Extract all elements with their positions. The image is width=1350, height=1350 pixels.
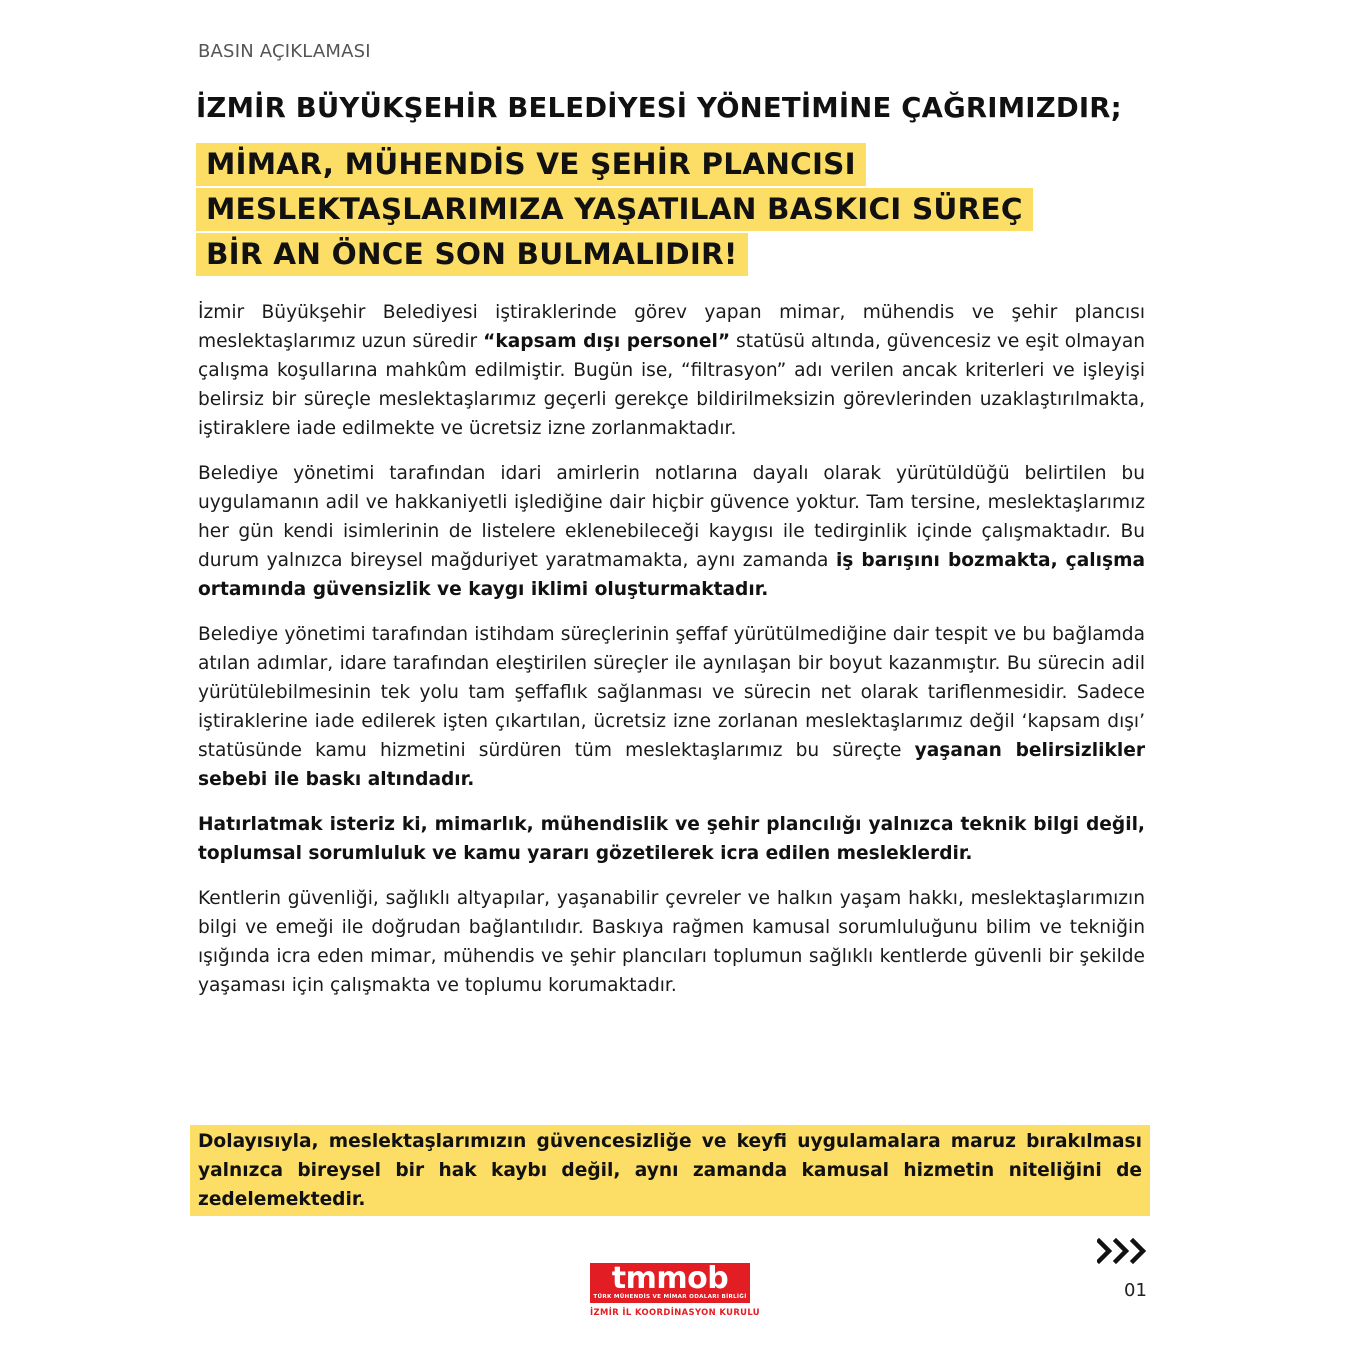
paragraph-3 xyxy=(198,620,1145,794)
paragraph-text: statüsü altında, güvencesiz ve eşit olmayan çalışma koşullarına mahkûm edilmiştir. Bugün ise, “filtrasyon” adı verilen ancak kriterleri ve işleyişi belirsiz bir süreçle meslektaşlarımız geçerli gerekçe bildirilmeksizin görevlerinden uzaklaştırılmakta, iştiraklere iade edilmekte ve ücretsiz izne zorlanmaktadır. xyxy=(198,331,1146,439)
paragraph-2 xyxy=(198,459,1145,604)
highlighted-headline xyxy=(196,143,1033,278)
logo-badge xyxy=(590,1263,750,1303)
headline-line: MİMAR, MÜHENDİS VE ŞEHİR PLANCISI xyxy=(196,143,866,186)
page-number: 01 xyxy=(1124,1280,1147,1301)
paragraph-text: Belediye yönetimi tarafından istihdam süreçlerinin şeffaf yürütülmediğine dair tespit ve bu bağlamda atılan adımlar, idare tarafından eleştirilen süreçler ile aynılaşan bir boyut kazanmıştır. Bu sürecin adil yürütülebilmesinin tek yolu tam şeffaflık sağlanması ve sürecin net olarak tariflenmesidir. Sadece iştiraklerine iade edilerek işten çıkartılan, ücretsiz izne zorlanan meslektaşlarımız değil ‘kapsam dışı’ statüsünde kamu hizmetini sürdüren tüm meslektaşlarımız bu süreçte xyxy=(198,624,1145,761)
paragraph-1 xyxy=(198,298,1145,443)
logo-subtitle: TÜRK MÜHENDİS VE MİMAR ODALARI BİRLİĞİ xyxy=(593,1294,747,1300)
paragraph-4 xyxy=(198,810,1145,868)
page-title: İZMİR BÜYÜKŞEHİR BELEDİYESİ YÖNETİMİNE ÇAĞRIMIZDIR; xyxy=(196,92,1122,124)
paragraph-emphasis: iş barışını bozmakta, çalışma ortamında güvensizlik ve kaygı iklimi oluşturmaktadır. xyxy=(198,550,1145,600)
logo-wordmark: tmmob xyxy=(611,1261,729,1296)
paragraph-text: İzmir Büyükşehir Belediyesi iştiraklerinde görev yapan mimar, mühendis ve şehir plancısı meslektaşlarımız uzun süredir xyxy=(198,302,1145,352)
statement-body xyxy=(198,298,1145,1016)
paragraph-text: Belediye yönetimi tarafından idari amirlerin notlarına dayalı olarak yürütüldüğü belirtilen bu uygulamanın adil ve hakkaniyetli işlediğine dair hiçbir güvence yoktur. Tam tersine, meslektaşlarımız her gün kendi isimlerinin de listelere eklenebileceği kaygısı ile tedirginlik içinde çalışmaktadır. Bu durum yalnızca bireysel mağduriyet yaratmamakta, aynı zamanda xyxy=(198,463,1145,571)
paragraph-emphasis: “kapsam dışı personel” xyxy=(483,331,731,352)
document-type-label: BASIN AÇIKLAMASI xyxy=(198,41,371,62)
logo-caption: İZMİR İL KOORDİNASYON KURULU xyxy=(590,1307,761,1317)
paragraph-text: Kentlerin güvenliği, sağlıklı altyapılar, yaşanabilir çevreler ve halkın yaşam hakkı, meslektaşlarımızın bilgi ve emeği ile doğrudan bağlantılıdır. Baskıya rağmen kamusal sorumluluğunu bilim ve tekniğin ışığında icra eden mimar, mühendis ve şehir plancıları toplumun sağlıklı kentlerde güvenli bir şekilde yaşaması için çalışmakta ve toplumu korumaktadır. xyxy=(198,888,1145,996)
paragraph-emphasis: Hatırlatmak isteriz ki, mimarlık, mühendislik ve şehir plancılığı yalnızca teknik bilgi değil, toplumsal sorumluluk ve kamu yararı gözetilerek icra edilen mesleklerdir. xyxy=(198,814,1145,864)
paragraph-emphasis: yaşanan belirsizlikler sebebi ile baskı altındadır. xyxy=(198,740,1145,790)
paragraph-5 xyxy=(198,884,1145,1000)
tmmob-logo xyxy=(590,1261,761,1325)
headline-line: MESLEKTAŞLARIMIZA YAŞATILAN BASKICI SÜREÇ xyxy=(196,188,1033,231)
triple-chevron-right-icon xyxy=(1097,1237,1149,1265)
headline-line: BİR AN ÖNCE SON BULMALIDIR! xyxy=(196,233,748,276)
closing-highlight: Dolayısıyla, meslektaşlarımızın güvencesizliğe ve keyfi uygulamalara maruz bırakılması yalnızca bireysel bir hak kaybı değil, aynı zamanda kamusal hizmetin niteliğini de zedelemektedir. xyxy=(190,1125,1150,1216)
